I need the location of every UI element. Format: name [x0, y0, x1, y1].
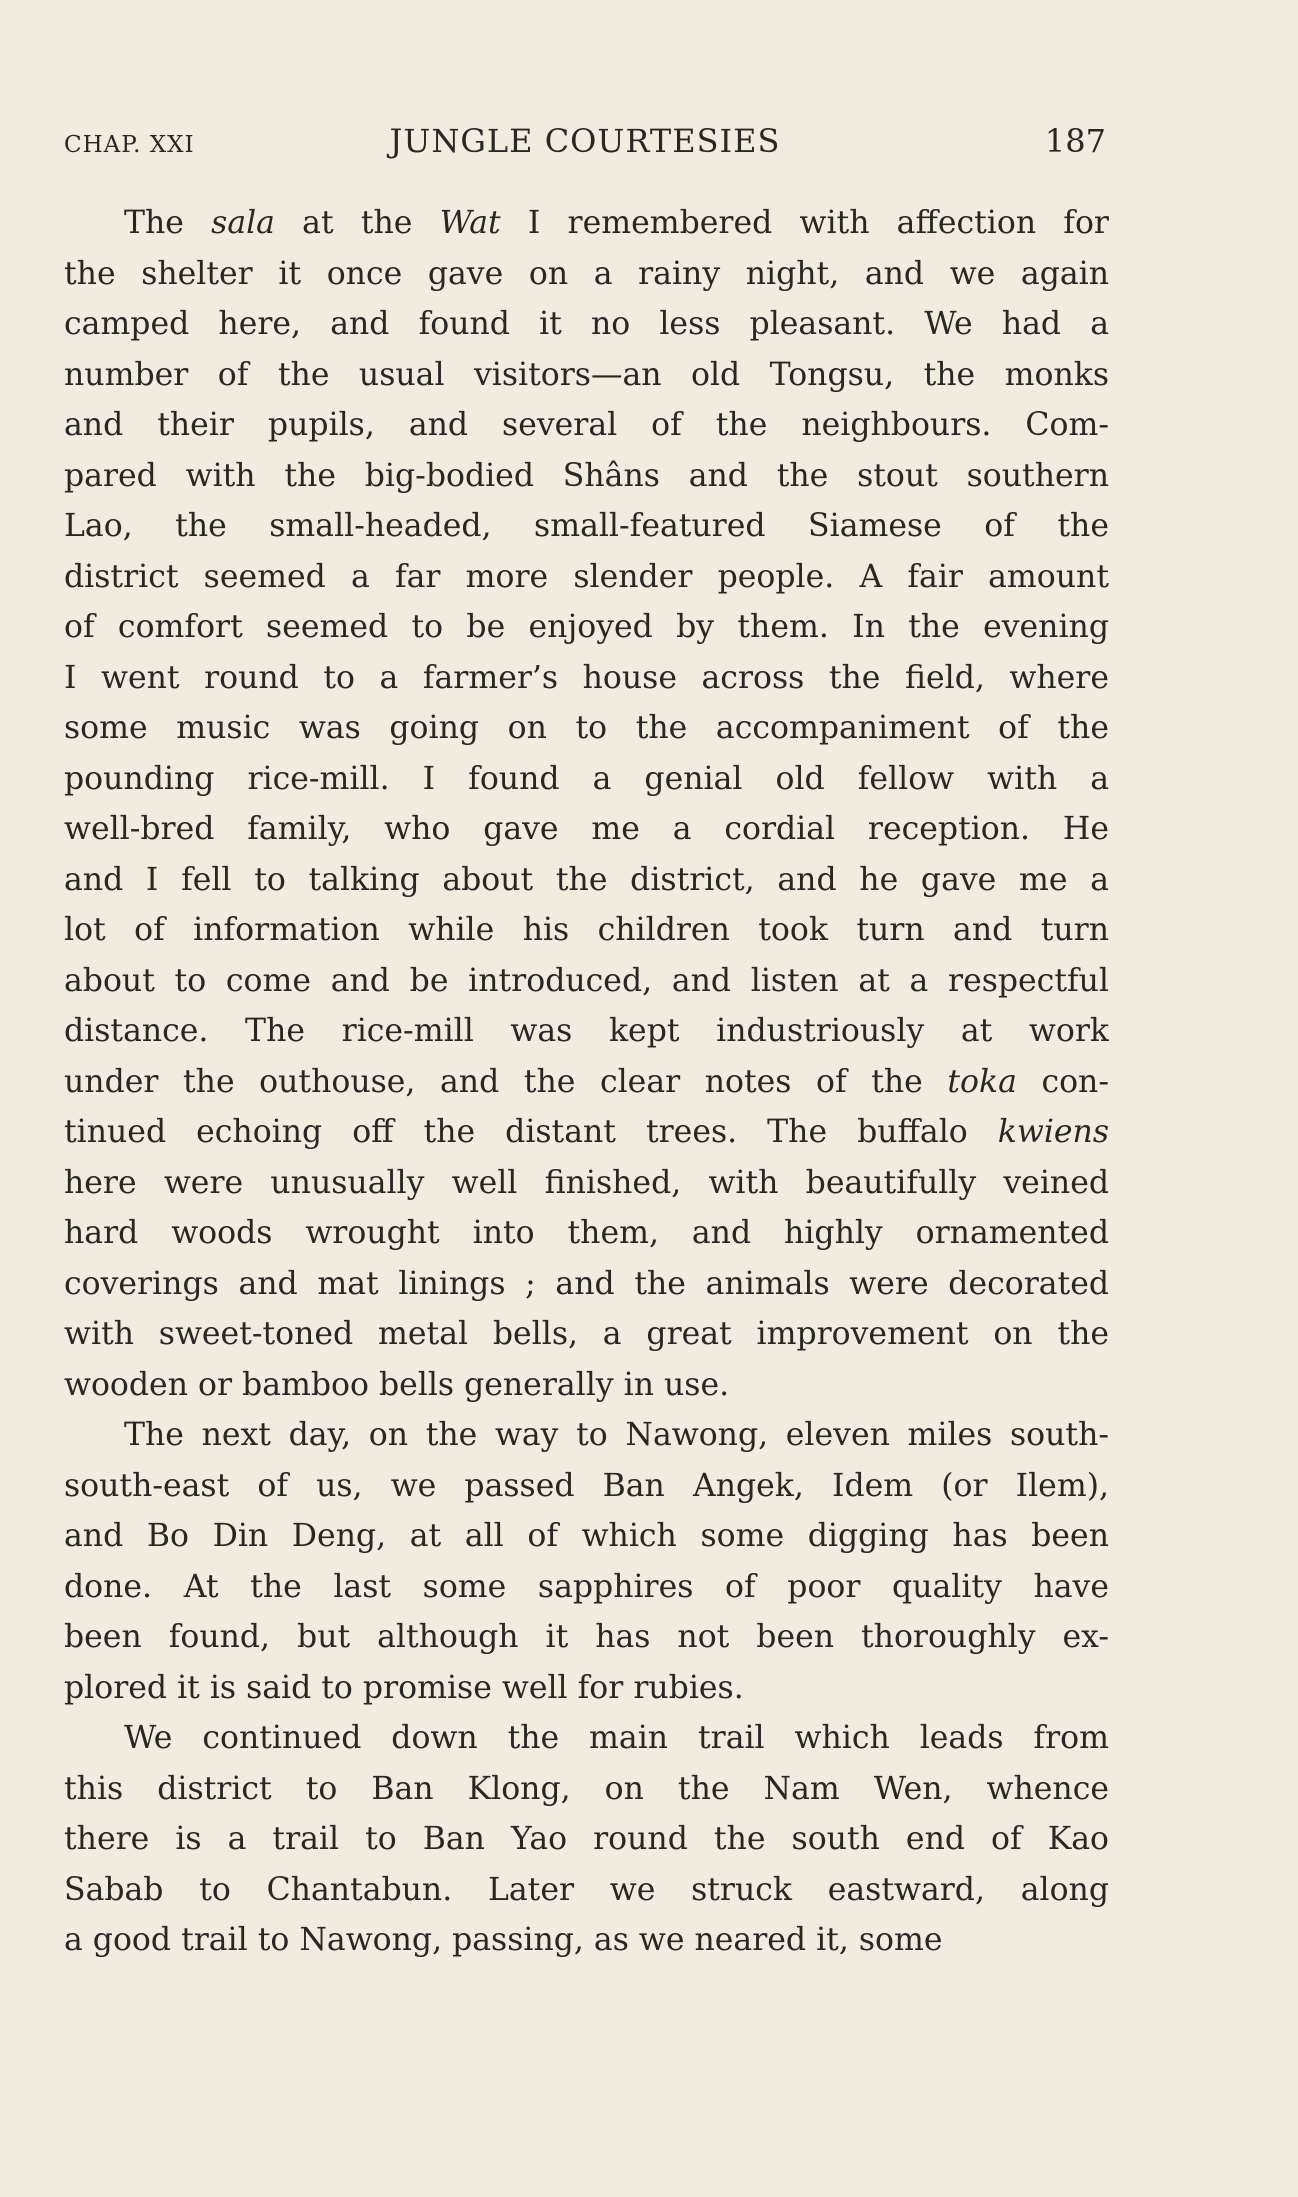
text-line: district seemed a far more slender people. A fair amount — [64, 558, 1109, 595]
text-line: and their pupils, and several of the neighbours. Com- — [64, 407, 1109, 443]
running-head — [64, 118, 1106, 168]
text-line: some music was going on to the accompaniment of the — [64, 710, 1109, 746]
text-line: of comfort seemed to be enjoyed by them. In the evening — [64, 609, 1109, 645]
text-line: Lao, the small-headed, small-featured Siamese of the — [64, 508, 1109, 544]
paragraph — [64, 1410, 1109, 1713]
text-line: done. At the last some sapphires of poor quality have — [64, 1568, 1109, 1605]
text-line: plored it is said to promise well for rubies. — [64, 1669, 744, 1706]
text-line: been found, but although it has not been thoroughly ex- — [64, 1619, 1109, 1655]
italic-term: kwiens — [997, 1114, 1109, 1150]
text-line: under the outhouse, and the clear notes of the toka con- — [64, 1063, 1109, 1100]
chapter-title: JUNGLE COURTESIES — [389, 122, 781, 160]
text-line: and I fell to talking about the district, and he gave me a — [64, 861, 1109, 898]
text-line: with sweet-toned metal bells, a great improvement on the — [64, 1316, 1109, 1352]
text-line: I went round to a farmer’s house across the field, where — [64, 659, 1109, 696]
text-line: tinued echoing off the distant trees. The buffalo kwiens — [64, 1114, 1109, 1150]
text-line: distance. The rice-mill was kept industriously at work — [64, 1013, 1109, 1049]
text-line: about to come and be introduced, and listen at a respectful — [64, 962, 1109, 999]
text-line: this district to Ban Klong, on the Nam Wen, whence — [64, 1770, 1109, 1807]
text-line: We continued down the main trail which leads from — [124, 1720, 1109, 1756]
text-line: well-bred family, who gave me a cordial reception. He — [64, 811, 1109, 847]
paragraph — [64, 1713, 1109, 1966]
text-line: there is a trail to Ban Yao round the south end of Kao — [64, 1821, 1109, 1857]
text-line: camped here, and found it no less pleasant. We had a — [64, 306, 1109, 342]
text-line: and Bo Din Deng, at all of which some digging has been — [64, 1518, 1109, 1554]
chapter-label: CHAP. XXI — [64, 132, 195, 158]
text-line: hard woods wrought into them, and highly ornamented — [64, 1215, 1109, 1251]
text-line: coverings and mat linings ; and the animals were decorated — [64, 1265, 1109, 1302]
text-line: lot of information while his children took turn and turn — [64, 912, 1109, 948]
text-line: The sala at the Wat I remembered with affection for — [124, 205, 1109, 241]
text-line: here were unusually well finished, with beautifully veined — [64, 1164, 1109, 1201]
text-line: The next day, on the way to Nawong, eleven miles south- — [124, 1417, 1109, 1453]
text-line: number of the usual visitors—an old Tongsu, the monks — [64, 356, 1109, 393]
text-line: pounding rice-mill. I found a genial old fellow with a — [64, 760, 1109, 797]
text-line: Sabab to Chantabun. Later we struck eastward, along — [64, 1871, 1109, 1908]
text-line: pared with the big-bodied Shâns and the stout southern — [64, 457, 1109, 494]
text-line: south-east of us, we passed Ban Angek, Idem (or Ilem), — [64, 1467, 1109, 1504]
text-line: a good trail to Nawong, passing, as we neared it, some — [64, 1922, 943, 1958]
italic-term: Wat — [439, 205, 501, 241]
text-line: wooden or bamboo bells generally in use. — [64, 1366, 730, 1403]
text-line: the shelter it once gave on a rainy night, and we again — [64, 255, 1109, 292]
paragraph — [64, 198, 1109, 1410]
italic-term: toka — [947, 1063, 1017, 1100]
page-number: 187 — [1044, 122, 1106, 160]
body-text — [64, 198, 1109, 1966]
italic-term: sala — [211, 205, 275, 241]
